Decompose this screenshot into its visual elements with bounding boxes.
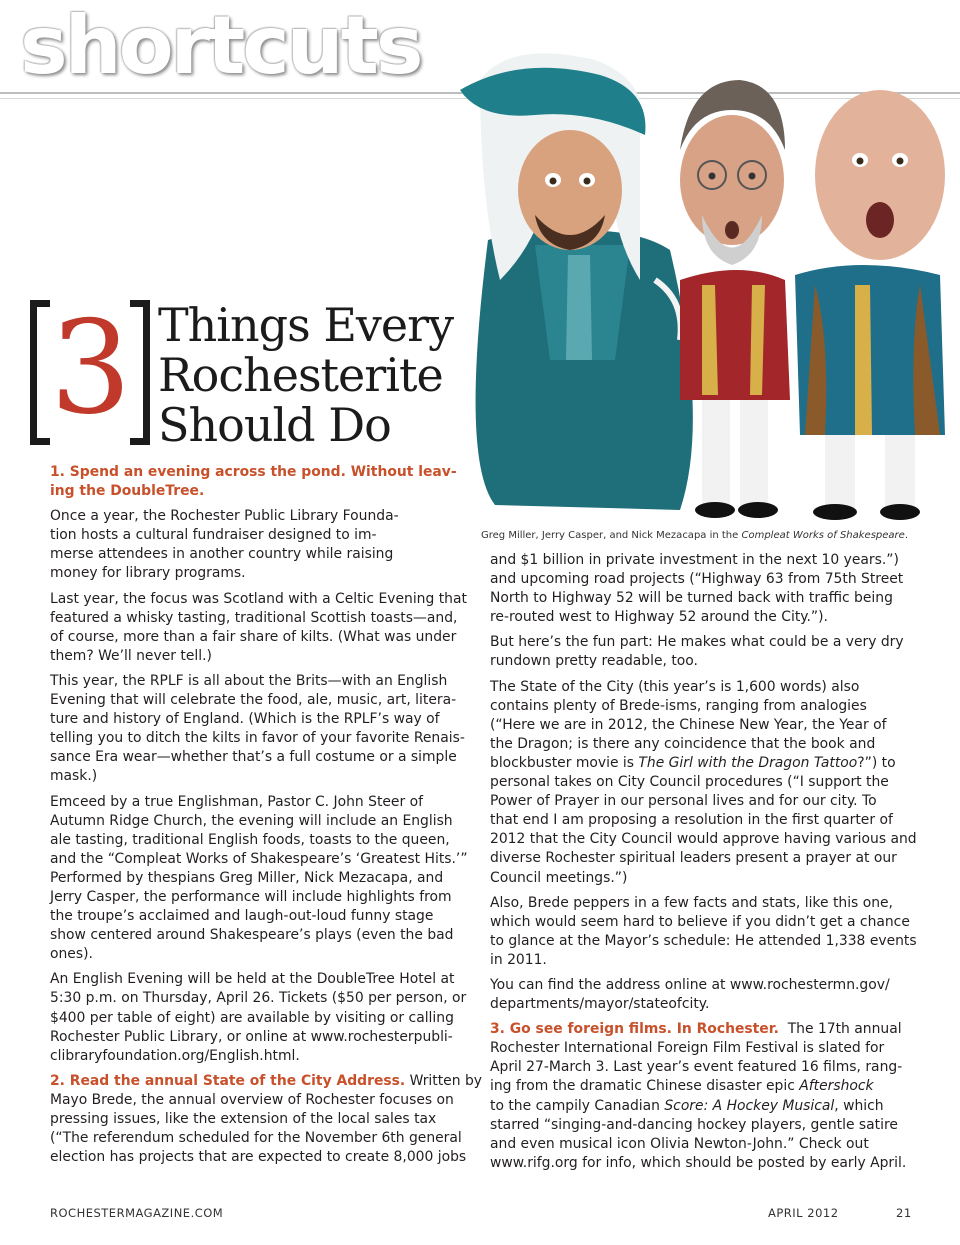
text-line: show centered around Shakespeare’s plays (even the bad xyxy=(50,927,454,944)
text-line: Last year, the focus was Scotland with a Celtic Evening that xyxy=(50,590,467,607)
text-run: ?”) to xyxy=(857,754,896,771)
right-column xyxy=(490,551,915,1179)
text-line: contains plenty of Brede-isms, ranging from analogies xyxy=(490,697,867,714)
paragraph xyxy=(50,1072,482,1167)
caption-prefix: Greg Miller, Jerry Casper, and Nick Mezacapa in the xyxy=(481,530,742,541)
text-line: departments/mayor/stateofcity. xyxy=(490,996,710,1013)
footer-page-number: 21 xyxy=(896,1206,912,1220)
movie-title: The Girl with the Dragon Tattoo xyxy=(638,754,858,771)
text-line xyxy=(490,755,896,771)
text-line: that end I am proposing a resolution in the first quarter of xyxy=(490,812,893,829)
text-line: starred “singing-and-dancing hockey players, gentle satire xyxy=(490,1116,898,1133)
text-line: (“The referendum scheduled for the November 6th general xyxy=(50,1130,462,1147)
text-run: , which xyxy=(834,1097,884,1114)
text-line: clibraryfoundation.org/English.html. xyxy=(50,1047,300,1064)
text-line: featured a whisky tasting, traditional Scottish toasts—and, xyxy=(50,609,458,626)
headline-line-2: Rochesterite xyxy=(158,348,443,402)
text-line: the Dragon; is there any coincidence that the book and xyxy=(490,735,876,752)
text-line: This year, the RPLF is all about the Brits—with an English xyxy=(50,672,448,689)
actor-bald-figure xyxy=(795,90,945,520)
text-line: tion hosts a cultural fundraiser designed to im- xyxy=(50,527,377,544)
text-line: www.rifg.org for info, which should be posted by early April. xyxy=(490,1154,907,1171)
text-run: to the campily Canadian xyxy=(490,1097,665,1114)
text-line: $400 per table of eight) are available by visiting or calling xyxy=(50,1009,454,1026)
text-line: personal takes on City Council procedures (“I support the xyxy=(490,774,889,791)
paragraph xyxy=(490,894,915,970)
text-line xyxy=(490,1078,874,1094)
paragraph xyxy=(50,507,470,583)
right-bracket xyxy=(130,300,150,445)
text-line: in 2011. xyxy=(490,951,547,968)
text-line: election has projects that are expected to create 8,000 jobs xyxy=(50,1149,467,1166)
paragraph xyxy=(490,633,915,671)
film-title: Score: A Hockey Musical xyxy=(664,1097,835,1114)
text-line: sance Era wear—whether that’s a full costume or a simple xyxy=(50,749,457,766)
footer-site: ROCHESTERMAGAZINE.COM xyxy=(50,1206,224,1220)
paragraph xyxy=(50,590,470,666)
text-line: money for library programs. xyxy=(50,565,246,582)
footer-issue: APRIL 2012 xyxy=(768,1206,839,1220)
text-line xyxy=(50,1073,482,1089)
text-line: the troupe’s acclaimed and laugh-out-loud funny stage xyxy=(50,908,434,925)
paragraph xyxy=(50,793,470,965)
caption-suffix: . xyxy=(904,530,908,541)
headline-line-3: Should Do xyxy=(158,398,391,452)
text-line: diverse Rochester spiritual leaders present a prayer at our xyxy=(490,850,897,867)
text-line: Council meetings.”) xyxy=(490,869,628,886)
text-line: Once a year, the Rochester Public Library Founda- xyxy=(50,508,399,525)
text-line: ale tasting, traditional English foods, toasts to the queen, xyxy=(50,831,450,848)
actor-doublet-figure xyxy=(680,80,790,518)
text-line xyxy=(490,1021,902,1037)
headline-number: 3 xyxy=(50,294,132,443)
text-line: Performed by thespians Greg Miller, Nick Mezacapa, and xyxy=(50,869,444,886)
text-line: which would seem hard to believe if you didn’t get a chance xyxy=(490,913,910,930)
item-3-heading: 3. Go see foreign films. In Rochester. xyxy=(490,1021,779,1038)
caption-title: Compleat Works of Shakespeare xyxy=(741,530,905,541)
text-line: North to Highway 52 will be turned back with traffic being xyxy=(490,590,893,607)
text-line: You can find the address online at www.rochestermn.gov/ xyxy=(490,976,890,993)
text-line: Rochester Public Library, or online at www.rochesterpubli- xyxy=(50,1028,453,1045)
text-line: An English Evening will be held at the DoubleTree Hotel at xyxy=(50,971,455,988)
text-line: Evening that will celebrate the food, ale, music, art, litera- xyxy=(50,692,457,709)
text-line: them? We’ll never tell.) xyxy=(50,647,212,664)
text-line: Rochester International Foreign Film Festival is slated for xyxy=(490,1040,885,1057)
text-line xyxy=(490,1098,884,1114)
text-line: pressing issues, like the extension of the local sales tax xyxy=(50,1111,437,1127)
heading-line: 1. Spend an evening across the pond. Without leav- xyxy=(50,464,457,480)
text-line: to glance at the Mayor’s schedule: He attended 1,338 events xyxy=(490,932,917,949)
paragraph xyxy=(50,970,470,1065)
film-title: Aftershock xyxy=(799,1078,874,1095)
text-line: telling you to ditch the kilts in favor of your favorite Renais- xyxy=(50,730,465,747)
text-line: But here’s the fun part: He makes what could be a very dry xyxy=(490,634,904,651)
text-line: and upcoming road projects (“Highway 63 from 75th Street xyxy=(490,571,904,588)
text-run: The 17th annual xyxy=(778,1021,902,1038)
text-line: ture and history of England. (Which is the RPLF’s way of xyxy=(50,711,440,728)
item-2-heading: 2. Read the annual State of the City Address. xyxy=(50,1072,406,1089)
text-line: 2012 that the City Council would approve having various and xyxy=(490,831,917,848)
headline-line-1: Things Every xyxy=(158,298,454,352)
heading-line: ing the DoubleTree. xyxy=(50,483,205,500)
headline-text xyxy=(158,300,453,450)
left-bracket xyxy=(30,300,50,445)
text-line: ones). xyxy=(50,946,93,963)
item-1-heading xyxy=(50,463,470,501)
text-line: Mayo Brede, the annual overview of Rochester focuses on xyxy=(50,1091,454,1108)
photo-caption xyxy=(481,530,908,541)
text-line: re-routed west to Highway 52 around the City.”). xyxy=(490,609,828,626)
paragraph xyxy=(490,976,915,1014)
section-title: shortcuts xyxy=(20,0,421,92)
text-line: Jerry Casper, the performance will include highlights from xyxy=(50,888,452,905)
text-line: Emceed by a true Englishman, Pastor C. John Steer of xyxy=(50,793,423,810)
text-line: 5:30 p.m. on Thursday, April 26. Tickets ($50 per person, or xyxy=(50,990,467,1007)
headline xyxy=(30,294,500,455)
text-line: and the “Compleat Works of Shakespeare’s ‘Greatest Hits.’” xyxy=(50,850,468,867)
text-line: The State of the City (this year’s is 1,600 words) also xyxy=(490,678,860,695)
text-line: Also, Brede peppers in a few facts and stats, like this one, xyxy=(490,894,893,911)
text-line: and even musical icon Olivia Newton-John.” Check out xyxy=(490,1135,869,1152)
text-line: Power of Prayer in our personal lives and for our city. To xyxy=(490,793,877,810)
paragraph xyxy=(490,1020,915,1173)
text-line: April 27-March 3. Last year’s event featured 16 films, rang- xyxy=(490,1059,903,1076)
text-line: of course, more than a fair share of kilts. (What was under xyxy=(50,628,457,645)
text-line: Autumn Ridge Church, the evening will include an English xyxy=(50,812,453,829)
paragraph xyxy=(490,678,915,888)
text-run: blockbuster movie is xyxy=(490,754,639,771)
paragraph xyxy=(50,672,470,787)
text-line: merse attendees in another country while raising xyxy=(50,546,394,563)
text-line: rundown pretty readable, too. xyxy=(490,653,698,670)
text-line: mask.) xyxy=(50,768,98,785)
paragraph xyxy=(490,551,915,627)
text-run: Written by xyxy=(405,1072,482,1089)
text-line: and $1 billion in private investment in the next 10 years.”) xyxy=(490,552,899,568)
text-line: (“Here we are in 2012, the Chinese New Year, the Year of xyxy=(490,716,887,733)
text-run: ing from the dramatic Chinese disaster epic xyxy=(490,1078,800,1095)
left-column xyxy=(50,463,482,1173)
costumed-actors-photo xyxy=(440,40,955,525)
